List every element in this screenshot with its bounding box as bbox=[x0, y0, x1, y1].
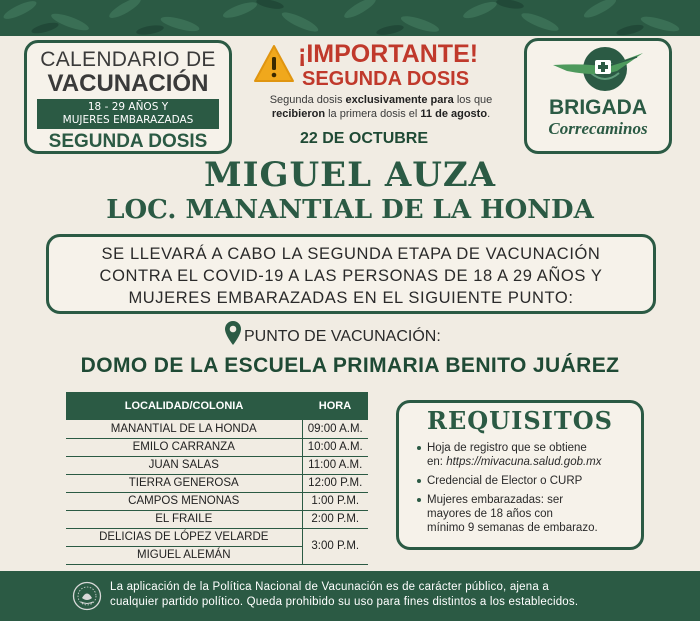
locality-cell: DELICIAS DE LÓPEZ VELARDE bbox=[66, 528, 302, 546]
announcement-line: CONTRA EL COVID-19 A LAS PERSONAS DE 18 A 29 AÑOS Y bbox=[99, 267, 603, 285]
time-cell: 3:00 P.M. bbox=[302, 528, 368, 564]
table-row bbox=[66, 492, 368, 510]
requirement-text: Credencial de Elector o CURP bbox=[427, 475, 583, 487]
calendar-band-line1: 18 - 29 AÑOS Y bbox=[87, 101, 169, 113]
notice-text-part: . bbox=[487, 108, 491, 120]
requirements-title: REQUISITOS bbox=[427, 406, 613, 435]
announcement-box bbox=[46, 234, 656, 314]
map-pin-icon bbox=[224, 320, 242, 346]
column-header-time: HORA bbox=[302, 392, 368, 420]
announcement-line: MUJERES EMBARAZADAS EN EL SIGUIENTE PUNTO: bbox=[128, 289, 574, 307]
table-row bbox=[66, 510, 368, 528]
time-cell: 11:00 A.M. bbox=[302, 456, 368, 474]
important-text bbox=[250, 93, 512, 121]
notice-text-bold: 11 de agosto bbox=[420, 108, 488, 120]
locality-cell: MIGUEL ALEMÁN bbox=[66, 546, 302, 564]
calendar-dose: SEGUNDA DOSIS bbox=[48, 131, 208, 152]
calendar-badge bbox=[24, 40, 232, 154]
table-row bbox=[66, 474, 368, 492]
requirement-text: Hoja de registro que se obtiene bbox=[427, 442, 587, 454]
important-subtitle: SEGUNDA DOSIS bbox=[302, 68, 470, 90]
calendar-title-line2: VACUNACIÓN bbox=[47, 70, 209, 97]
vaccination-place: DOMO DE LA ESCUELA PRIMARIA BENITO JUÁREZ bbox=[80, 354, 620, 377]
list-item bbox=[417, 493, 633, 535]
registration-link[interactable]: https://mivacuna.salud.gob.mx bbox=[446, 456, 602, 468]
requirement-text: Mujeres embarazadas: ser bbox=[427, 494, 564, 506]
table-row bbox=[66, 528, 368, 546]
list-item bbox=[417, 474, 633, 488]
brigade-logo-icon bbox=[547, 43, 651, 99]
calendar-band-line2: MUJERES EMBARAZADAS bbox=[62, 114, 194, 126]
schedule-table bbox=[66, 392, 368, 565]
calendar-title-line1: CALENDARIO DE bbox=[40, 48, 216, 71]
notice-text-part: los que bbox=[453, 94, 493, 106]
table-row bbox=[66, 456, 368, 474]
brigade-title: BRIGADA bbox=[549, 96, 647, 119]
locality-title: LOC. MANANTIAL DE LA HONDA bbox=[106, 195, 594, 225]
important-title: ¡IMPORTANTE! bbox=[298, 40, 479, 68]
requirements-list bbox=[417, 441, 633, 535]
time-cell: 09:00 A.M. bbox=[302, 420, 368, 438]
notice-text-part: Segunda dosis bbox=[269, 94, 346, 106]
notice-text-bold: recibieron bbox=[271, 108, 326, 120]
national-seal-icon bbox=[72, 581, 102, 611]
locality-cell: TIERRA GENEROSA bbox=[66, 474, 302, 492]
column-header-locality: LOCALIDAD/COLONIA bbox=[66, 392, 302, 420]
table-header-row bbox=[66, 392, 368, 420]
requirement-text: mínimo 9 semanas de embarazo. bbox=[427, 522, 598, 534]
list-item bbox=[417, 441, 633, 469]
locality-cell: EMILO CARRANZA bbox=[66, 438, 302, 456]
footer-line: La aplicación de la Política Nacional de Vacunación es de carácter público, ajena a bbox=[110, 581, 549, 593]
leaf-pattern bbox=[0, 0, 700, 36]
brigade-badge bbox=[524, 38, 672, 154]
requirements-box bbox=[396, 400, 644, 550]
time-cell: 10:00 A.M. bbox=[302, 438, 368, 456]
announcement-line: SE LLEVARÁ A CABO LA SEGUNDA ETAPA DE VACUNACIÓN bbox=[101, 245, 601, 263]
locality-cell: MANANTIAL DE LA HONDA bbox=[66, 420, 302, 438]
time-cell: 2:00 P.M. bbox=[302, 510, 368, 528]
locality-cell: JUAN SALAS bbox=[66, 456, 302, 474]
warning-icon bbox=[253, 44, 295, 84]
table-row bbox=[66, 438, 368, 456]
time-cell: 12:00 P.M. bbox=[302, 474, 368, 492]
notice-text-bold: exclusivamente para bbox=[345, 94, 454, 106]
locality-cell: CAMPOS MENONAS bbox=[66, 492, 302, 510]
city-title: MIGUEL AUZA bbox=[203, 155, 497, 195]
requirement-text: mayores de 18 años con bbox=[427, 508, 553, 520]
footer-line: cualquier partido político. Queda prohibido su uso para fines distintos a los establecidos. bbox=[110, 596, 579, 608]
locality-cell: EL FRAILE bbox=[66, 510, 302, 528]
footer-disclaimer bbox=[110, 580, 670, 610]
event-date: 22 DE OCTUBRE bbox=[300, 130, 429, 147]
table-row bbox=[66, 420, 368, 438]
top-decorative-band bbox=[0, 0, 700, 36]
notice-text-part: la primera dosis el bbox=[325, 108, 421, 120]
time-cell: 1:00 P.M. bbox=[302, 492, 368, 510]
vaccination-point-label: PUNTO DE VACUNACIÓN: bbox=[244, 328, 441, 345]
calendar-age-band bbox=[37, 99, 219, 129]
requirement-text: en: bbox=[427, 456, 447, 468]
brigade-subtitle: Correcaminos bbox=[548, 119, 648, 138]
